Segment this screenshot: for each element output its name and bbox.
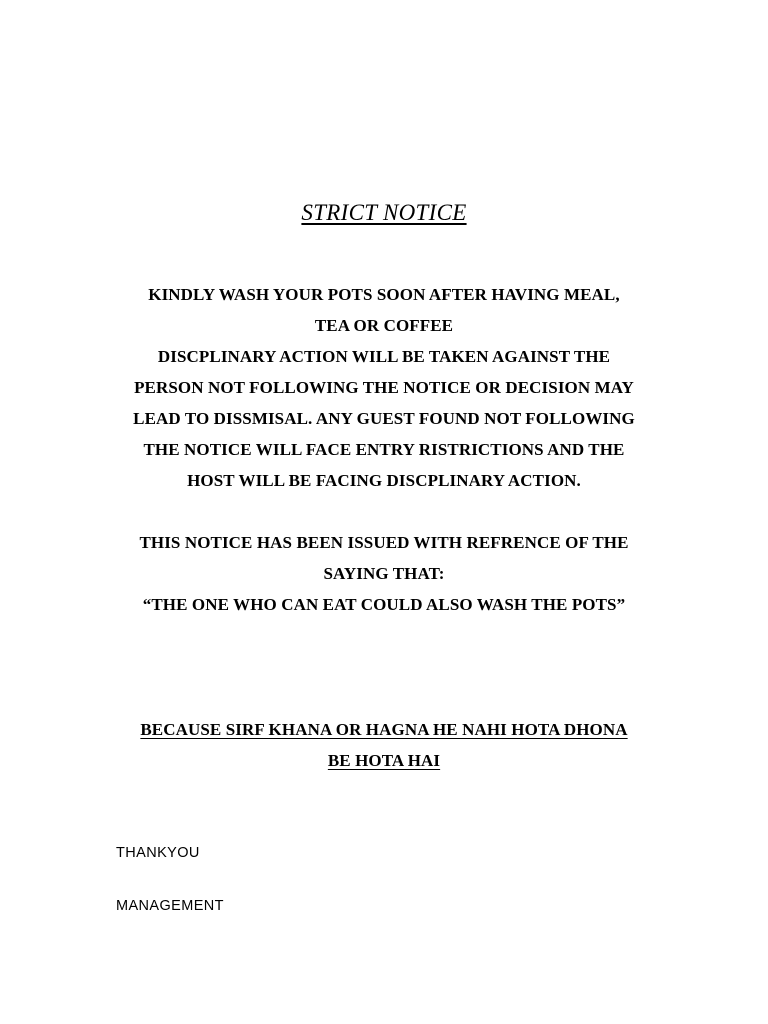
signature-text: MANAGEMENT (116, 898, 224, 914)
notice-title: STRICT NOTICE (301, 200, 467, 225)
notice-paragraph-saying (84, 527, 684, 620)
notice-line: BE HOTA HAI (327, 751, 441, 770)
notice-line: BECAUSE SIRF KHANA OR HAGNA HE NAHI HOTA DHONA (140, 720, 628, 739)
notice-paragraph-emphasis (84, 714, 684, 776)
notice-line: LEAD TO DISSMISAL. ANY GUEST FOUND NOT FOLLOWING (133, 409, 635, 428)
notice-line: “THE ONE WHO CAN EAT COULD ALSO WASH THE POTS” (142, 595, 626, 614)
notice-line: THE NOTICE WILL FACE ENTRY RISTRICTIONS AND THE (143, 440, 625, 459)
notice-line: PERSON NOT FOLLOWING THE NOTICE OR DECISION MAY (134, 378, 634, 397)
notice-line: DISCPLINARY ACTION WILL BE TAKEN AGAINST THE (157, 347, 611, 366)
notice-line: SAYING THAT: (323, 564, 445, 583)
notice-paragraph-instructions (84, 279, 684, 496)
notice-line: TEA OR COFFEE (314, 316, 454, 335)
closing-text: THANKYOU (116, 845, 200, 861)
notice-line: KINDLY WASH YOUR POTS SOON AFTER HAVING MEAL, (148, 285, 620, 304)
notice-line: HOST WILL BE FACING DISCPLINARY ACTION. (187, 471, 581, 490)
notice-line: THIS NOTICE HAS BEEN ISSUED WITH REFRENCE OF THE (139, 533, 629, 552)
